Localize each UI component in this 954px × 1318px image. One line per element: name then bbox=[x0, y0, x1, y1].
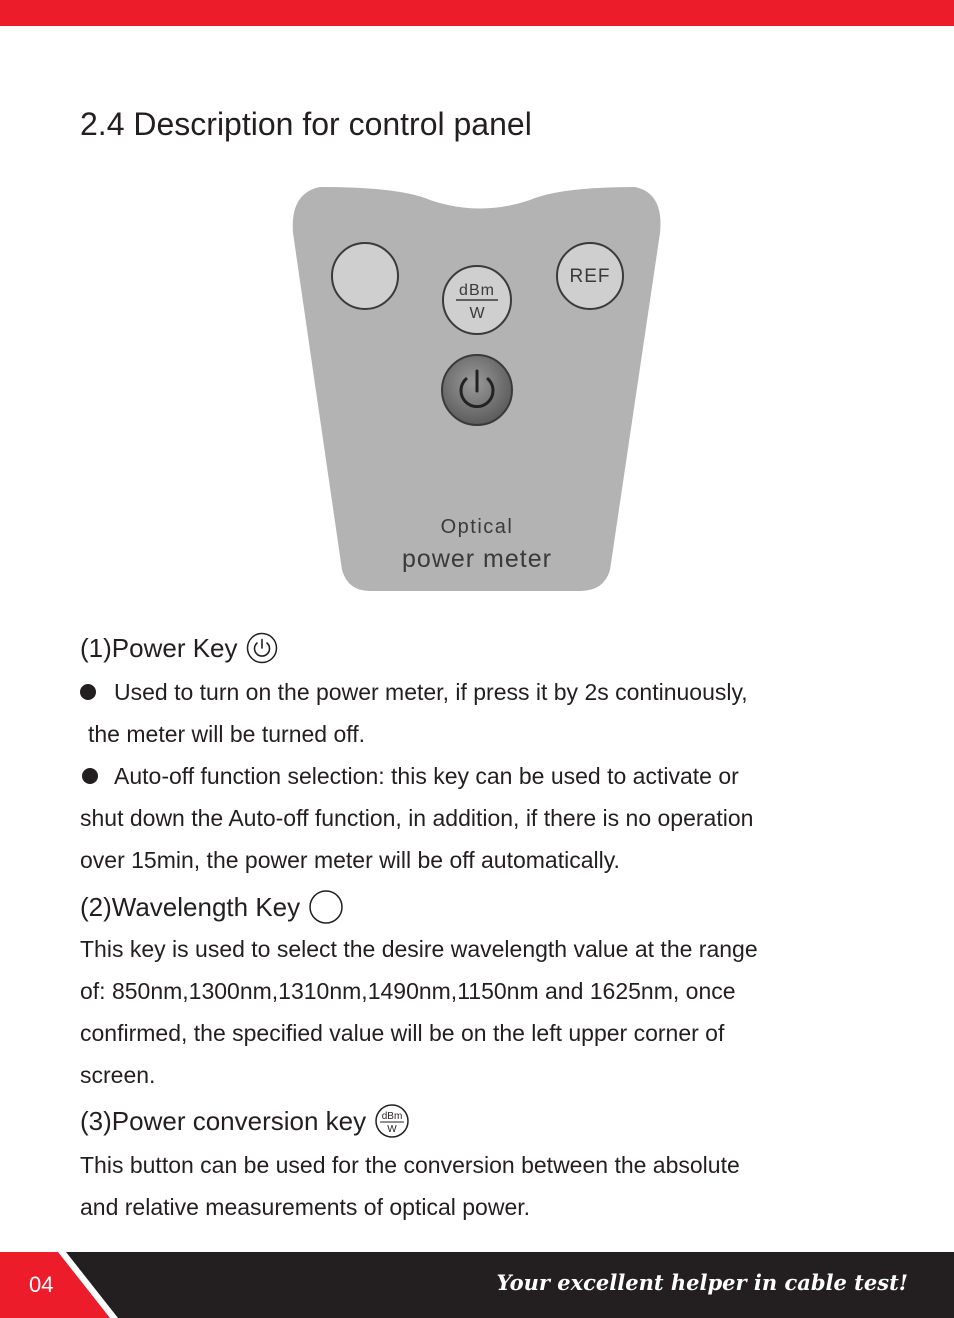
page-number: 04 bbox=[29, 1272, 54, 1297]
wavelength-key-button[interactable] bbox=[332, 243, 398, 309]
wavelength-key-line2: of: 850nm,1300nm,1310nm,1490nm,1150nm and 1625nm, once bbox=[80, 978, 736, 1004]
power-key-bullet2-line1: Auto-off function selection: this key can be used to activate or bbox=[114, 763, 739, 789]
section-title: 2.4 Description for control panel bbox=[80, 106, 532, 142]
wavelength-key-line1: This key is used to select the desire wavelength value at the range bbox=[80, 936, 758, 962]
page-footer bbox=[0, 1252, 954, 1318]
conversion-key-line1: This button can be used for the conversion between the absolute bbox=[80, 1152, 740, 1178]
dbm-key-label: dBm bbox=[459, 282, 495, 299]
power-conversion-key-button[interactable] bbox=[443, 266, 511, 334]
power-key-heading-text: (1)Power Key bbox=[80, 633, 238, 663]
wavelength-key-line4: screen. bbox=[80, 1062, 156, 1088]
conversion-key-heading bbox=[80, 1104, 410, 1138]
dbm-w-key-icon bbox=[374, 1104, 410, 1138]
wavelength-key-line3: confirmed, the specified value will be on the left upper corner of bbox=[80, 1020, 725, 1046]
w-key-label: W bbox=[469, 305, 485, 322]
bullet-dot bbox=[80, 684, 96, 700]
power-key-bullet2-line2: shut down the Auto-off function, in addition, if there is no operation bbox=[80, 805, 754, 831]
power-key-button[interactable] bbox=[442, 355, 512, 425]
power-key-bullet-1 bbox=[80, 671, 880, 755]
panel-brand-line1: Optical bbox=[440, 516, 514, 538]
wavelength-key-heading-text: (2)Wavelength Key bbox=[80, 892, 301, 922]
bullet-dot bbox=[82, 768, 98, 784]
conversion-key-description bbox=[80, 1144, 880, 1228]
ref-key-label: REF bbox=[569, 266, 611, 287]
panel-brand-line2: power meter bbox=[402, 545, 552, 573]
wavelength-key-heading bbox=[80, 890, 344, 924]
dbm-icon-label: dBm bbox=[381, 1111, 403, 1122]
conversion-key-heading-text: (3)Power conversion key bbox=[80, 1106, 367, 1136]
top-accent-bar bbox=[0, 0, 954, 26]
power-key-bullet1-line2: the meter will be turned off. bbox=[88, 721, 365, 747]
control-panel-illustration bbox=[290, 185, 664, 595]
power-key-bullet-2 bbox=[80, 755, 880, 881]
blank-circle-key-icon bbox=[308, 890, 344, 924]
conversion-key-line2: and relative measurements of optical power. bbox=[80, 1194, 531, 1220]
ref-key-button[interactable] bbox=[557, 243, 623, 309]
w-icon-label: W bbox=[387, 1124, 397, 1135]
footer-slogan: Your excellent helper in cable test! bbox=[496, 1270, 908, 1295]
power-key-bullet2-line3: over 15min, the power meter will be off automatically. bbox=[80, 847, 620, 873]
power-key-bullet1-line1: Used to turn on the power meter, if press it by 2s continuously, bbox=[114, 679, 748, 705]
wavelength-key-description bbox=[80, 928, 880, 1096]
power-key-heading bbox=[80, 632, 278, 664]
power-icon bbox=[246, 632, 278, 664]
